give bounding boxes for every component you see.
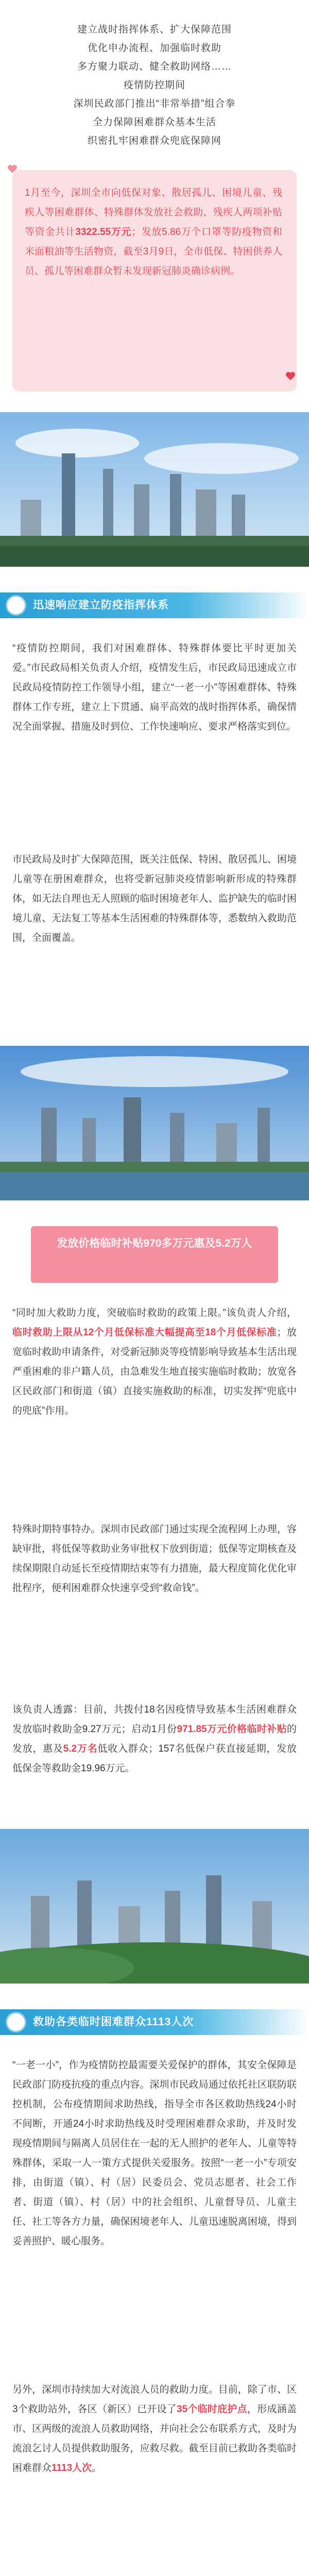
section-bullet-icon bbox=[7, 2013, 25, 2031]
intro-line: 优化申办流程、加强临时救助 bbox=[87, 43, 221, 54]
section-header-2 bbox=[31, 1226, 278, 1283]
intro-line: 多方聚力联动、健全救助网络…… bbox=[77, 61, 232, 72]
paragraph: “同时加大救助力度，突破临时救助的政策上限。”该负责人介绍，临时救助上限从12个月低保标准大幅提高至18个月低保标准；放宽临时救助申请条件，对受新冠肺炎等疫情影响导致基本生活出现严重困难的非户籍人员，由急难发生地直接实施临时救助；放宽各区民政部门和街道（镇）直接实施救助的标准，切实发挥“兜底中的兜底”作用。 bbox=[12, 1308, 297, 1416]
paragraph: 另外，深圳市持续加大对流浪人员的救助力度。目前，除了市、区3个救助站外，各区（新区）已开设了35个临时庇护点，形成涵盖市、区两级的流浪人员救助网络，并向社会公布联系方式，及时为流浪乞讨人员提供救助服务，应救尽救。截至目前已救助各类临时困难群众1113人次。 bbox=[12, 2384, 297, 2473]
waterfront-photo bbox=[0, 1046, 309, 1200]
green-city-photo bbox=[0, 1829, 309, 1984]
highlight-text: 1月至今，深圳全市向低保对象、散居孤儿、困境儿童、残疾人等困难群体、特殊群体发放社会救助、残疾人两项补贴等资金共计3322.55万元；发放5.86万个口罩等防疫物资和米面粮油等生活物资，截至3月9日，全市低保、特困供养人员、孤儿等困难群众暂未发现新冠肺炎确诊病例。 bbox=[25, 188, 282, 277]
heart-icon bbox=[285, 371, 296, 381]
paragraph: 市民政局及时扩大保障范围，既关注低保、特困、散居孤儿、困境儿童等在册困难群众，也将受新冠肺炎疫情影响新形成的特殊群体，如无法自理也无人照顾的临时困境老年人、监护缺失的临时困境儿童、无法复工等基本生活困难的特殊群体等，悉数纳入救助范围，全面覆盖。 bbox=[12, 854, 297, 943]
heart-icon bbox=[7, 164, 18, 174]
paragraph: 特殊时期特事特办。深圳市民政部门通过实现全流程网上办理，容缺审批，将低保等救助业务审批权下放到街道；低保等定期核查及续保期限自动延长至疫情期结束等有力措施，最大程度简化优化审批程序，便利困难群众快速享受到“救命钱”。 bbox=[12, 1524, 297, 1594]
intro-line: 疫情防控期间 bbox=[123, 80, 185, 91]
intro-block bbox=[0, 21, 309, 150]
city-skyline-photo bbox=[0, 412, 309, 567]
intro-line: 织密扎牢困难群众兜底保障网 bbox=[87, 135, 221, 146]
section-header-3 bbox=[0, 2009, 309, 2035]
intro-line: 全力保障困难群众基本生活 bbox=[92, 117, 216, 128]
section-title: 救助各类临时困难群众1113人次 bbox=[33, 2016, 194, 2028]
intro-line: 建立战时指挥体系、扩大保障范围 bbox=[77, 24, 232, 35]
paragraph: 该负责人透露：目前，共拨付18名因疫情导致基本生活困难群众发放临时救助金9.27万元；启动1月份971.85万元价格临时补贴的发放，惠及5.2万名低收入群众；157名低保户获直接延期，发放低保金等救助金19.96万元。 bbox=[12, 1704, 297, 1774]
section-header-1 bbox=[0, 592, 309, 618]
intro-line: 深圳民政部门推出“非常举措”组合拳 bbox=[73, 98, 236, 109]
paragraph: “一老一小”，作为疫情防控最需要关爱保护的群体，其安全保障是民政部门防疫抗疫的重点内容。深圳市民政局通过依托社区联防联控机制，公布疫情期间求助热线，指导全市各区救助热线24小时不间断，开通24小时求助热线及时受理困难群众求助，并及时发现疫情期间与隔离人员居住在一起的无人照护的老年人、儿童等特殊群体，采取一人一策方式提供关爱服务。按照“一老一小”专项安排，由街道（镇）、村（居）民委员会、党员志愿者、社会工作者、街道（镇）、村（居）中的社会组织、儿童督导员、儿童主任、社工等各方力量，确保困境老年人、儿童迅速脱离困境，得到妥善照护、暖心服务。 bbox=[12, 2060, 297, 2247]
section-title: 发放价格临时补贴970多万元惠及5.2万人 bbox=[57, 1238, 252, 1249]
section-title: 迅速响应建立防疫指挥体系 bbox=[33, 599, 169, 611]
paragraph: “疫情防控期间，我们对困难群体、特殊群体要比平时更加关爱。”市民政局相关负责人介绍，疫情发生后，市民政局迅速成立市民政局疫情防控工作领导小组，建立“一老一小”等困难群体、特殊群体工作专班，建立上下贯通、扁平高效的战时指挥体系，确保情况全面掌握、措施及时到位、工作快速响应、要求严格落实到位。 bbox=[12, 643, 297, 732]
highlight-summary-box bbox=[12, 170, 297, 392]
section-bullet-icon bbox=[7, 597, 25, 614]
